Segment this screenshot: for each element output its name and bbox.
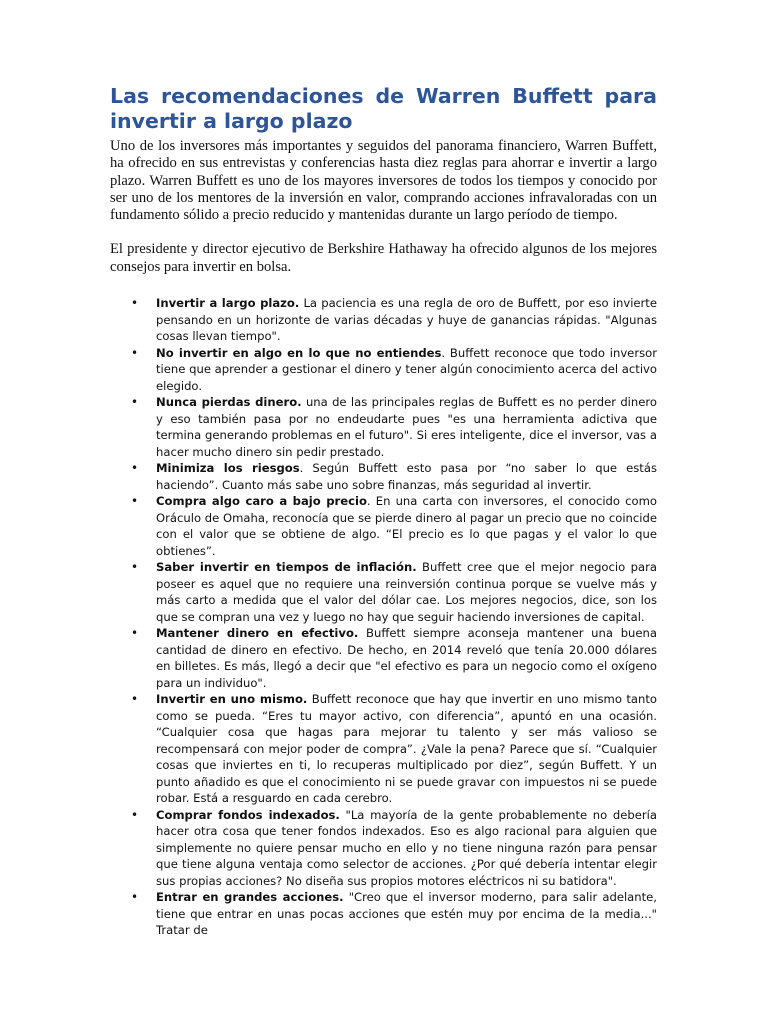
list-item — [110, 394, 657, 460]
item-heading: Comprar fondos indexados. — [156, 807, 340, 822]
item-heading: Compra algo caro a bajo precio — [156, 494, 367, 509]
list-item — [110, 889, 657, 939]
item-text: Buffett cree que el mejor negocio para poseer es aquel que no requiere una reinversión continua porque se vuelve más y más carto a medida que el valor del dólar cae. Los mejores negocios, dice, son los que se compran una vez y luego no hay que seguir haciendo inversiones de capital. — [156, 560, 657, 624]
item-heading: Invertir en uno mismo. — [156, 692, 308, 707]
list-item — [110, 559, 657, 625]
item-text: "Creo que el inversor moderno, para salir adelante, tiene que entrar en unas pocas acciones que estén muy por encima de la media..." Tratar de — [156, 890, 657, 938]
item-heading: Saber invertir en tiempos de inflación. — [156, 560, 417, 575]
document-page — [110, 84, 657, 939]
list-item — [110, 691, 657, 807]
item-text: una de las principales reglas de Buffett es no perder dinero y eso también pasa por no endeudarte pues "es una herramienta adictiva que termina generando problemas en el futuro". Si eres inteligente, dice el inversor, vas a hacer mucho dinero sin pedir prestado. — [156, 395, 657, 459]
item-text: La paciencia es una regla de oro de Buffett, por eso invierte pensando en un horizonte de varias décadas y huye de ganancias rápidas. "Algunas cosas llevan tiempo". — [156, 296, 657, 344]
context-paragraph: El presidente y director ejecutivo de Berkshire Hathaway ha ofrecido algunos de los mejores consejos para invertir en bolsa. — [110, 241, 657, 275]
bullet-icon: • — [131, 494, 139, 509]
list-item — [110, 460, 657, 493]
bullet-icon: • — [131, 807, 139, 822]
item-heading: Mantener dinero en efectivo. — [156, 626, 359, 641]
item-text: . En una carta con inversores, el conocido como Oráculo de Omaha, reconocía que se pierde dinero al pagar un precio que no coincide con el valor que se obtiene de algo. “El precio es lo que pagas y el valor lo que obtienes”. — [156, 494, 657, 558]
item-text: . Buffett reconoce que todo inversor tiene que aprender a gestionar el dinero y tener algún conocimiento acerca del activo elegido. — [156, 345, 657, 393]
list-item — [110, 345, 657, 395]
item-heading: Entrar en grandes acciones. — [156, 890, 344, 905]
bullet-icon: • — [131, 626, 139, 641]
list-item — [110, 295, 657, 345]
item-heading: Minimiza los riesgos — [156, 461, 300, 476]
bullet-icon: • — [131, 890, 139, 905]
item-text: . Según Buffett esto pasa por “no saber lo que estás haciendo”. Cuanto más sabe uno sobre finanzas, más seguridad al invertir. — [156, 461, 657, 492]
item-heading: Nunca pierdas dinero. — [156, 395, 302, 410]
bullet-icon: • — [131, 692, 139, 707]
bullet-icon: • — [131, 345, 139, 360]
bullet-icon: • — [131, 560, 139, 575]
list-item — [110, 807, 657, 890]
document-title: Las recomendaciones de Warren Buffett para invertir a largo plazo — [110, 84, 657, 133]
item-text: "La mayoría de la gente probablemente no debería hacer otra cosa que tener fondos indexados. Eso es algo racional para alguien que simplemente no quiere pensar mucho en ello y no tiene ninguna razón para pensar que tiene alguna ventaja como selector de acciones. ¿Por qué debería intentar elegir sus propias acciones? No diseña sus propios motores eléctricos ni su batidora". — [156, 807, 657, 888]
recommendations-list — [110, 295, 657, 939]
intro-paragraph: Uno de los inversores más importantes y seguidos del panorama financiero, Warren Buffett, ha ofrecido en sus entrevistas y conferencias hasta diez reglas para ahorrar e invertir a largo plazo. Warren Buffett es uno de los mayores inversores de todos los tiempos y conocido por ser uno de los mentores de la inversión en valor, comprando acciones infravaloradas con un fundamento sólido a precio reducido y mantenidas durante un largo período de tiempo. — [110, 138, 657, 224]
item-heading: Invertir a largo plazo. — [156, 296, 300, 311]
bullet-icon: • — [131, 461, 139, 476]
item-heading: No invertir en algo en lo que no entiendes — [156, 345, 442, 360]
list-item — [110, 625, 657, 691]
bullet-icon: • — [131, 296, 139, 311]
item-text: Buffett siempre aconseja mantener una buena cantidad de dinero en efectivo. De hecho, en 2014 reveló que tenía 20.000 dólares en billetes. Es más, llegó a decir que "el efectivo es para un negocio como el oxígeno para un individuo". — [156, 626, 657, 690]
bullet-icon: • — [131, 395, 139, 410]
list-item — [110, 493, 657, 559]
item-text: Buffett reconoce que hay que invertir en uno mismo tanto como se pueda. “Eres tu mayor activo, con diferencia”, apuntó en una ocasión. “Cualquier cosa que hagas para mejorar tu talento y ser más valioso se recompensará con mejor poder de compra”. ¿Vale la pena? Parece que sí. “Cualquier cosas que inviertes en ti, lo recuperas multiplicado por diez”, según Buffett. Y un punto añadido es que el conocimiento ni se puede gravar con impuestos ni se puede robar. Está a resguardo en cada cerebro. — [156, 692, 657, 806]
